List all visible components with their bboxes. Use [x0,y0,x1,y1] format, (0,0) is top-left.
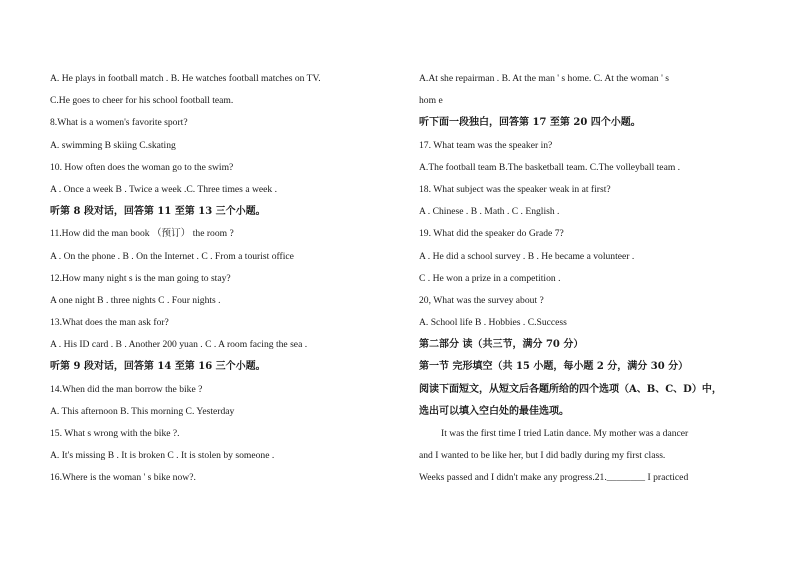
right-text-line: 17. What team was the speaker in? [419,139,553,151]
right-text-line: 第二部分 读（共三节，满分 70 分） [419,339,584,351]
right-text-line: 19. What did the speaker do Grade 7? [419,228,564,240]
left-text-line: 12.How many night s is the man going to stay? [50,272,231,284]
left-text-line: A one night B . three nights C . Four nights . [50,294,221,306]
left-text-line: 10. How often does the woman go to the swim? [50,161,234,173]
right-text-line: C . He won a prize in a competition . [419,272,561,284]
right-text-line: It was the first time I tried Latin dance. My mother was a dancer [441,428,689,439]
left-text-line: A. It's missing B . It is broken C . It is stolen by someone . [50,450,275,462]
right-text-line: 18. What subject was the speaker weak in at first? [419,183,611,195]
left-text-line: C.He goes to cheer for his school football team. [50,95,234,107]
left-text-line: 13.What does the man ask for? [50,317,169,329]
right-text-line: 20, What was the survey about ? [419,294,544,306]
left-text-line: 15. What s wrong with the bike ?. [50,428,180,439]
left-text-line: A. He plays in football match . B. He watches football matches on TV. [50,73,321,84]
right-text-line: 听下面一段独白，回答第 17 至第 20 四个小题。 [419,117,641,129]
right-text-line: hom e [419,95,443,107]
left-text-line: A . On the phone . B . On the Internet . C . From a tourist office [50,250,294,262]
right-text-line: 阅读下面短文，从短文后各题所给的四个选项（A、B、C、D）中， [419,383,722,395]
right-text-line: A . He did a school survey . B . He became a volunteer . [419,250,635,262]
right-text-line: A.At she repairman . B. At the man ' s home. C. At the woman ' s [419,73,669,84]
left-text-line: 听第 9 段对话，回答第 14 至第 16 三个小题。 [50,361,266,373]
right-text-line: 第一节 完形填空（共 15 小题，每小题 2 分，满分 30 分） [419,361,689,373]
left-text-line: A . His ID card . B . Another 200 yuan . C . A room facing the sea . [50,339,308,351]
right-text-line: and I wanted to be like her, but I did badly during my first class. [419,450,666,462]
right-column [419,68,751,490]
left-text-line: 听第 8 段对话，回答第 11 至第 13 三个小题。 [50,206,266,218]
right-text-line: A. School life B . Hobbies . C.Success [419,317,567,329]
left-text-line: 8.What is a women's favorite sport? [50,117,188,129]
left-text-line: 16.Where is the woman ' s bike now?. [50,472,196,484]
left-text-line: 11.How did the man book （预订） the room ? [50,228,234,240]
right-text-line: A . Chinese . B . Math . C . English . [419,206,560,218]
right-text-line: A.The football team B.The basketball team. C.The volleyball team . [419,161,681,173]
right-text-line: 选出可以填入空白处的最佳选项。 [419,405,569,417]
left-text-line: A. This afternoon B. This morning C. Yesterday [50,405,235,417]
left-text-line: 14.When did the man borrow the bike ? [50,383,203,395]
left-column [50,68,390,490]
left-text-line: A. swimming B skiing C.skating [50,139,176,151]
left-text-line: A . Once a week B . Twice a week .C. Three times a week . [50,183,278,195]
right-text-line: Weeks passed and I didn't make any progress.21.________ I practiced [419,472,689,484]
